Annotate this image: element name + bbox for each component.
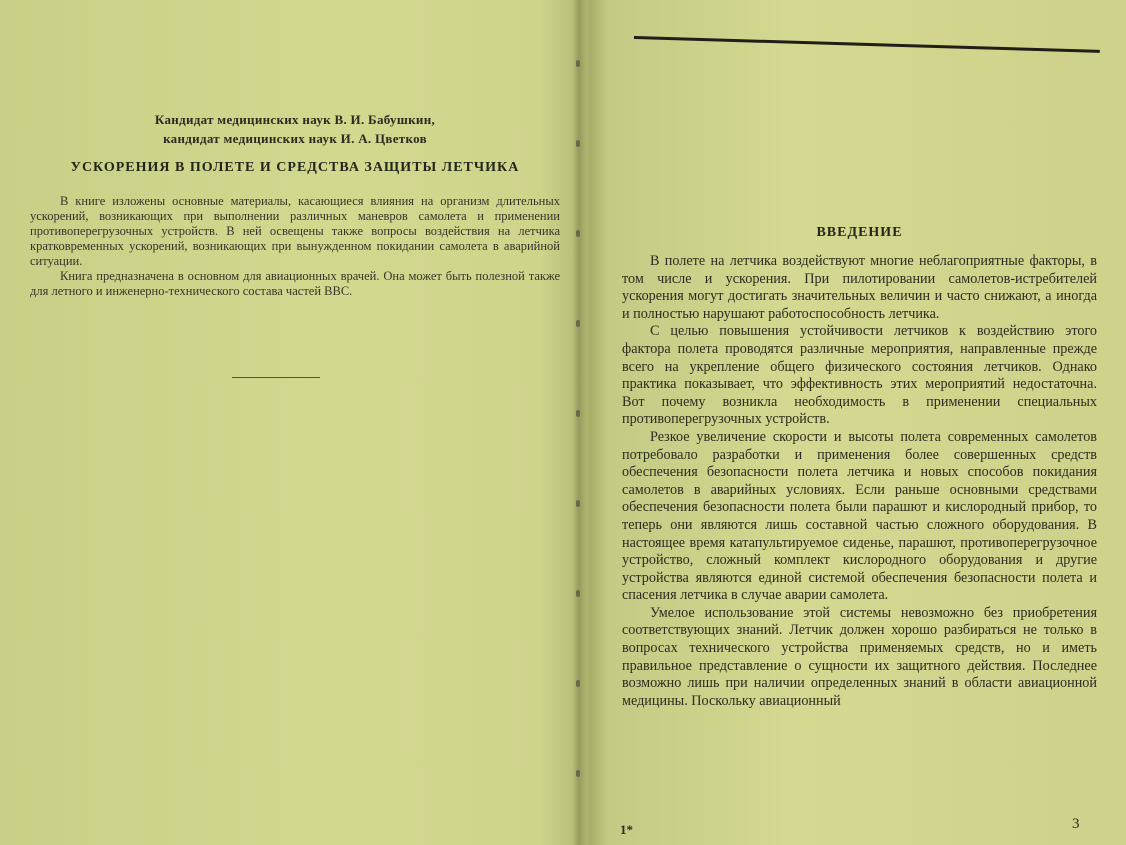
binding-stitch xyxy=(576,320,580,327)
section-title: ВВЕДЕНИЕ xyxy=(816,225,903,240)
binding-stitch xyxy=(576,770,580,777)
top-rule xyxy=(634,36,1100,53)
right-page xyxy=(622,225,1097,710)
binding-stitch xyxy=(576,60,580,67)
body-paragraph-3: Резкое увеличение скорости и высоты полета современных самолетов потребовало разработки и применения более совершенных средств обеспечения безопасности полета летчика и новых способов покидания самолетов в аварийных условиях. Если раньше основными средствами обеспечения безопасности полета были парашют и кислородный прибор, то теперь они являются лишь составной частью сложного оборудования. В настоящее время катапультируемое сиденье, парашют, противоперегрузочное устройство, сложный комплект кислородного оборудования и другие устройства являются единой системой обеспечения безопасности полета и спасения летчика в случае аварии самолета. xyxy=(622,428,1097,604)
body-paragraph-4: Умелое использование этой системы невозможно без приобретения соответствующих знаний. Летчик должен хорошо разбираться не только в вопросах технического устройства применяемых средств, но и иметь правильное представление о сущности их защитного действия. Последнее возможно лишь при наличии определенных знаний в области авиационной медицины. Поскольку авиационный xyxy=(622,604,1097,709)
binding-stitch xyxy=(576,230,580,237)
signature-mark: 1* xyxy=(620,822,633,837)
binding-stitch xyxy=(576,680,580,687)
author-line-1: Кандидат медицинских наук В. И. Бабушкин, xyxy=(154,112,436,127)
left-page xyxy=(30,110,560,299)
author-line-2: кандидат медицинских наук И. А. Цветков xyxy=(163,131,427,146)
binding-stitch xyxy=(576,590,580,597)
binding-stitch xyxy=(576,500,580,507)
abstract-paragraph-2: Книга предназначена в основном для авиационных врачей. Она может быть полезной также для летного и инженерно-технического состава частей ВВС. xyxy=(30,269,560,298)
book-gutter xyxy=(572,0,586,845)
left-page-divider xyxy=(232,377,320,378)
body-paragraph-1: В полете на летчика воздействуют многие неблагоприятные факторы, в том числе и ускорения. При пилотировании самолетов-истребителей ускорения могут достигать значительных величин и часто снижают, а иногда и полностью нарушают работоспособность летчика. xyxy=(622,253,1097,322)
body-paragraph-2: С целью повышения устойчивости летчиков к воздействию этого фактора полета проводятся различные мероприятия, направленные прежде всего на укрепление общего физического состояния летчиков. Однако практика показывает, что эффективность этих мероприятий недостаточна. Вот почему возникла необходимость в применении специальных противоперегрузочных устройств. xyxy=(622,323,1097,428)
binding-stitch xyxy=(576,410,580,417)
binding-stitch xyxy=(576,140,580,147)
page-number: 3 xyxy=(1072,816,1080,832)
abstract-paragraph-1: В книге изложены основные материалы, касающиеся влияния на организм длительных ускорений, возникающих при выполнении различных маневров самолета и применении противоперегрузочных устройств. В ней освещены также вопросы воздействия на летчика кратковременных ускорений, возникающих при вынужденном покидании самолета в аварийной ситуации. xyxy=(30,194,560,268)
book-title: УСКОРЕНИЯ В ПОЛЕТЕ И СРЕДСТВА ЗАЩИТЫ ЛЕТЧИКА xyxy=(70,160,520,175)
